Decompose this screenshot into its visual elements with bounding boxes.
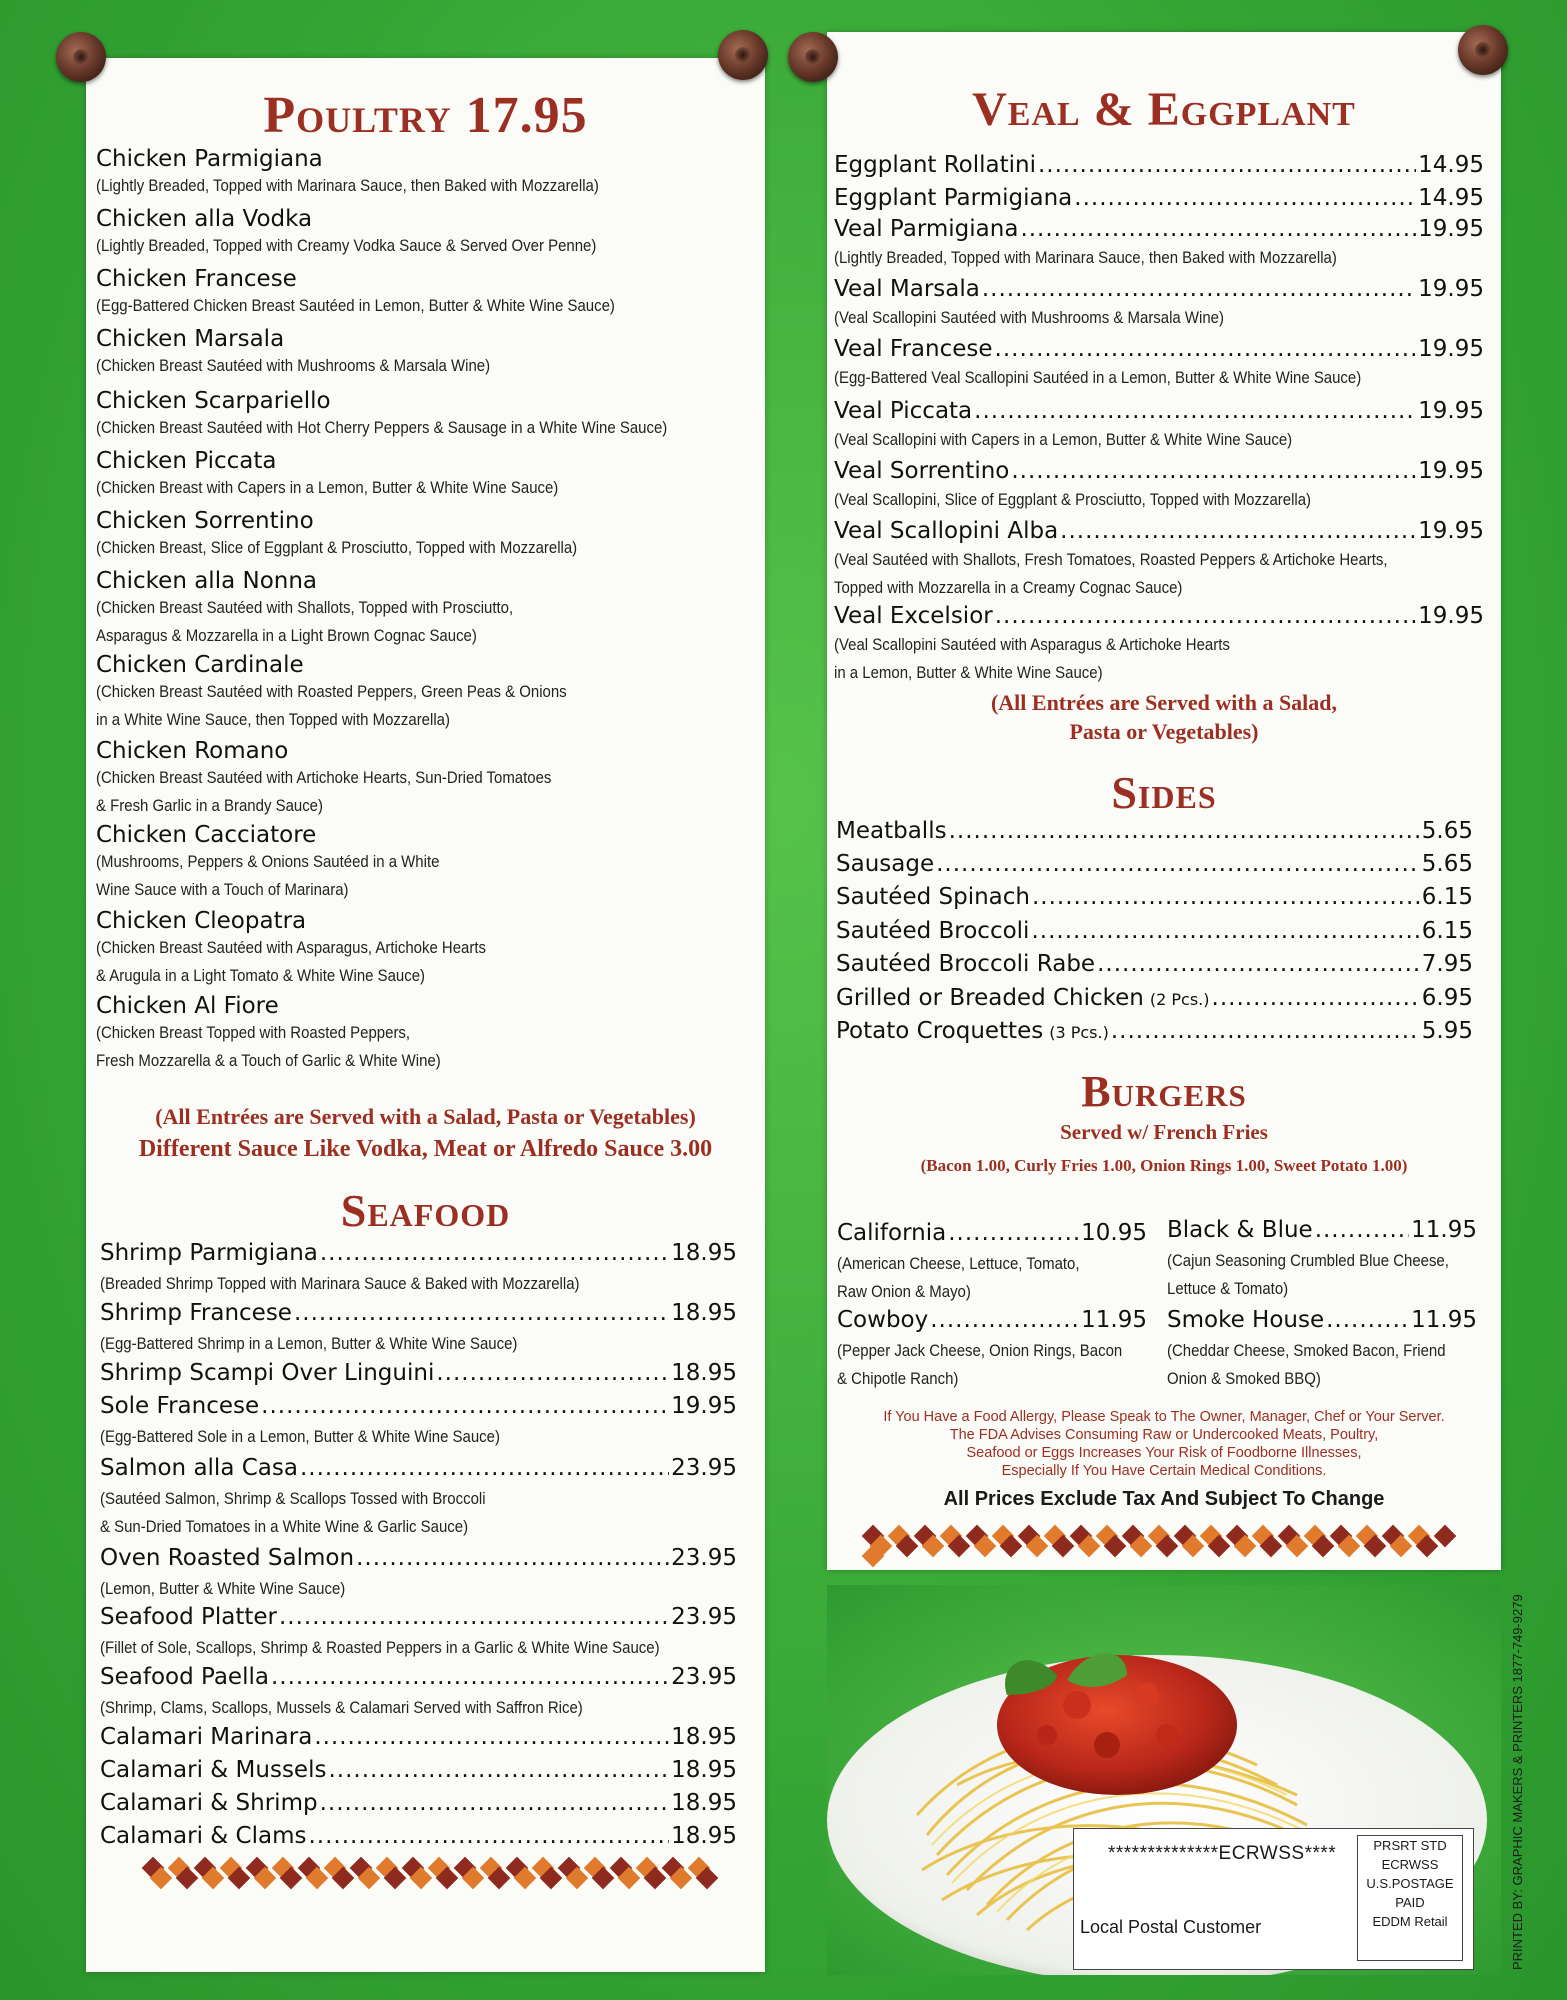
- item-description-block: [834, 486, 1376, 514]
- item-name: Sautéed Spinach: [836, 884, 1030, 910]
- item-name: Seafood Platter: [100, 1604, 277, 1630]
- item-price: 18.95: [671, 1240, 737, 1266]
- item-description: (Veal Scallopini Sautéed with Asparagus & Artichoke Hearts: [834, 635, 1230, 654]
- item-description: Raw Onion & Mayo): [837, 1282, 971, 1301]
- menu-item: [96, 266, 686, 320]
- item-description: (Chicken Breast Sautéed with Mushrooms & Marsala Wine): [96, 356, 491, 375]
- item-description: (Lightly Breaded, Topped with Creamy Vodka Sauce & Served Over Penne): [96, 236, 597, 255]
- item-name: Veal Parmigiana: [834, 216, 1019, 242]
- menu-item-row: [836, 1018, 1473, 1044]
- menu-item-row: [834, 518, 1484, 544]
- burger-row: [837, 1220, 1147, 1246]
- menu-item-row: [834, 603, 1484, 629]
- item-price: 6.15: [1421, 918, 1473, 944]
- item-description: (Egg-Battered Chicken Breast Sautéed in Lemon, Butter & White Wine Sauce): [96, 296, 615, 315]
- item-description: (Breaded Shrimp Topped with Marinara Sauce & Baked with Mozzarella): [100, 1274, 580, 1293]
- item-description: & Fresh Garlic in a Brandy Sauce): [96, 796, 323, 815]
- item-name: Sautéed Broccoli Rabe: [836, 951, 1096, 977]
- item-name: Shrimp Francese: [100, 1300, 292, 1326]
- item-name: Veal Scallopini Alba: [834, 518, 1059, 544]
- item-price: 5.65: [1421, 818, 1473, 844]
- item-description: Fresh Mozzarella & a Touch of Garlic & White Wine): [96, 1051, 441, 1070]
- item-price: 5.65: [1421, 851, 1473, 877]
- item-description: (Fillet of Sole, Scallops, Shrimp & Roasted Peppers in a Garlic & White Wine Sauce): [100, 1638, 660, 1657]
- item-name: Veal Marsala: [834, 276, 980, 302]
- item-price: 23.95: [671, 1604, 737, 1630]
- menu-item-row: [100, 1823, 737, 1849]
- item-description-block: [100, 1423, 555, 1451]
- item-description-block: [100, 1694, 649, 1722]
- item-price: 14.95: [1418, 152, 1484, 178]
- item-name: Oven Roasted Salmon: [100, 1545, 355, 1571]
- mail-recipient: Local Postal Customer: [1080, 1917, 1262, 1937]
- leader-dots: [308, 1823, 669, 1849]
- poultry-heading: Poultry 17.95: [263, 87, 588, 144]
- item-description: (Pepper Jack Cheese, Onion Rings, Bacon: [837, 1341, 1123, 1360]
- leader-dots: [995, 603, 1416, 629]
- burger-row: [1167, 1307, 1477, 1333]
- menu-item: [96, 146, 667, 200]
- item-price: 10.95: [1081, 1220, 1147, 1246]
- leader-dots: [1074, 185, 1416, 211]
- leader-dots: [300, 1455, 669, 1481]
- item-name: Smoke House: [1167, 1307, 1325, 1333]
- leader-dots: [261, 1393, 669, 1419]
- postage-stamp: [1357, 1835, 1463, 1961]
- item-price: 7.95: [1421, 951, 1473, 977]
- pushpin-icon: [788, 32, 838, 82]
- item-price: 11.95: [1411, 1217, 1477, 1243]
- item-name: Chicken Piccata: [96, 448, 277, 474]
- item-description-block: [100, 1485, 538, 1541]
- menu-item-row: [836, 818, 1473, 844]
- item-description-block: [834, 426, 1355, 454]
- item-name: Eggplant Rollatini: [834, 152, 1036, 178]
- item-name: Chicken Marsala: [96, 326, 285, 352]
- item-price: 23.95: [671, 1545, 737, 1571]
- menu-item: [96, 448, 621, 502]
- item-name: Chicken Cardinale: [96, 652, 304, 678]
- leader-dots: [279, 1604, 669, 1630]
- menu-item-row: [100, 1757, 737, 1783]
- item-description: Topped with Mozzarella in a Creamy Cognac Sauce): [834, 578, 1183, 597]
- leader-dots: [930, 1307, 1079, 1333]
- item-description: (Veal Scallopini Sautéed with Mushrooms & Marsala Wine): [834, 308, 1224, 327]
- item-price: 19.95: [1418, 216, 1484, 242]
- item-quantity: (2 Pcs.): [1149, 990, 1210, 1009]
- allergy-line: Seafood or Eggs Increases Your Risk of Foodborne Illnesses,: [966, 1445, 1362, 1461]
- printer-credit: PRINTED BY: GRAPHIC MAKERS & PRINTERS 1877-749-9279: [1510, 1594, 1525, 1970]
- stamp-line: PRSRT STD: [1373, 1838, 1447, 1853]
- veal-heading: Veal & Eggplant: [972, 83, 1356, 136]
- menu-item-row: [100, 1360, 737, 1386]
- stamp-line: ECRWSS: [1381, 1857, 1439, 1872]
- item-description: (Chicken Breast Sautéed with Artichoke Hearts, Sun-Dried Tomatoes: [96, 768, 552, 787]
- item-price: 6.15: [1421, 884, 1473, 910]
- sauce-note: Different Sauce Like Vodka, Meat or Alfredo Sauce 3.00: [138, 1136, 713, 1162]
- leader-dots: [1060, 518, 1416, 544]
- item-description: (Cajun Seasoning Crumbled Blue Cheese,: [1167, 1251, 1449, 1270]
- leader-dots: [1011, 458, 1416, 484]
- item-description-block: [834, 631, 1284, 687]
- leader-dots: [1038, 152, 1416, 178]
- item-description: (Lightly Breaded, Topped with Marinara Sauce, then Baked with Mozzarella): [834, 248, 1337, 267]
- leader-dots: [1031, 918, 1419, 944]
- item-name: Calamari & Clams: [100, 1823, 307, 1849]
- item-name: Black & Blue: [1167, 1217, 1313, 1243]
- item-description-block: [837, 1337, 1161, 1393]
- item-description: (American Cheese, Lettuce, Tomato,: [837, 1254, 1080, 1273]
- item-price: 19.95: [671, 1393, 737, 1419]
- item-name: Meatballs: [836, 818, 947, 844]
- item-name: Grilled or Breaded Chicken: [836, 985, 1144, 1011]
- menu-item-row: [834, 276, 1484, 302]
- leader-dots: [271, 1664, 669, 1690]
- burgers-subtitle: Served w/ French Fries: [1060, 1120, 1268, 1144]
- item-name: Chicken alla Nonna: [96, 568, 318, 594]
- item-price: 5.95: [1421, 1018, 1473, 1044]
- mailing-label: [1073, 1828, 1474, 1970]
- pushpin-icon: [56, 32, 106, 82]
- item-name: Chicken Parmigiana: [96, 146, 323, 172]
- leader-dots: [1020, 216, 1416, 242]
- item-name: Chicken Al Fiore: [96, 993, 279, 1019]
- leader-dots: [1097, 951, 1420, 977]
- leader-dots: [949, 818, 1420, 844]
- item-description: & Sun-Dried Tomatoes in a White Wine & Garlic Sauce): [100, 1517, 469, 1536]
- menu-item: [96, 326, 544, 380]
- item-price: 18.95: [671, 1360, 737, 1386]
- veal-note-1: (All Entrées are Served with a Salad,: [990, 690, 1338, 715]
- item-name: Calamari & Mussels: [100, 1757, 327, 1783]
- leader-dots: [1315, 1217, 1409, 1243]
- item-price: 14.95: [1418, 185, 1484, 211]
- item-description: (Chicken Breast with Capers in a Lemon, Butter & White Wine Sauce): [96, 478, 559, 497]
- menu-item: [96, 908, 539, 990]
- menu-item-row: [100, 1393, 737, 1419]
- diamond-border: [860, 1528, 1460, 1564]
- item-price: 11.95: [1411, 1307, 1477, 1333]
- veal-note-2: Pasta or Vegetables): [1069, 719, 1259, 744]
- item-description-block: [100, 1634, 736, 1662]
- item-description: Wine Sauce with a Touch of Marinara): [96, 880, 349, 899]
- item-price: 11.95: [1081, 1307, 1147, 1333]
- menu-item-row: [834, 458, 1484, 484]
- menu-item: [96, 993, 488, 1075]
- item-name: Chicken Romano: [96, 738, 289, 764]
- item-description: Asparagus & Mozzarella in a Light Brown Cognac Sauce): [96, 626, 477, 645]
- sides-heading: Sides: [1111, 767, 1217, 818]
- burger-row: [1167, 1217, 1477, 1243]
- burgers-extras: (Bacon 1.00, Curly Fries 1.00, Onion Rings 1.00, Sweet Potato 1.00): [920, 1156, 1408, 1175]
- menu-item: [96, 738, 614, 820]
- item-price: 23.95: [671, 1664, 737, 1690]
- item-price: 18.95: [671, 1823, 737, 1849]
- leader-dots: [294, 1300, 669, 1326]
- item-description: in a Lemon, Butter & White Wine Sauce): [834, 663, 1103, 682]
- leader-dots: [1032, 884, 1420, 910]
- menu-item-row: [100, 1545, 737, 1571]
- burgers-heading: Burgers: [1081, 1067, 1247, 1116]
- menu-item-row: [100, 1300, 737, 1326]
- item-price: 19.95: [1418, 398, 1484, 424]
- item-description: (Sautéed Salmon, Shrimp & Scallops Tossed with Broccoli: [100, 1489, 486, 1508]
- item-price: 23.95: [671, 1455, 737, 1481]
- menu-item: [96, 388, 745, 442]
- item-description: (Mushrooms, Peppers & Onions Sautéed in a White: [96, 852, 440, 871]
- pushpin-icon: [718, 30, 768, 80]
- item-name: Calamari Marinara: [100, 1724, 313, 1750]
- item-name: Cowboy: [837, 1307, 929, 1333]
- item-name: Salmon alla Casa: [100, 1455, 298, 1481]
- item-description-block: [1167, 1247, 1487, 1303]
- prices-note: All Prices Exclude Tax And Subject To Change: [943, 1488, 1385, 1510]
- item-description: (Veal Sautéed with Shallots, Fresh Tomatoes, Roasted Peppers & Artichoke Hearts,: [834, 550, 1388, 569]
- item-price: 19.95: [1418, 603, 1484, 629]
- allergy-line: If You Have a Food Allergy, Please Speak to The Owner, Manager, Chef or Your Server.: [883, 1409, 1445, 1425]
- menu-item-row: [100, 1724, 737, 1750]
- menu-item-row: [100, 1240, 737, 1266]
- menu-item-row: [100, 1455, 737, 1481]
- menu-item-row: [836, 985, 1473, 1011]
- menu-item: [96, 822, 486, 904]
- item-price: 6.95: [1421, 985, 1473, 1011]
- leader-dots: [948, 1220, 1079, 1246]
- item-description-block: [834, 546, 1463, 602]
- item-description-block: [834, 364, 1433, 392]
- menu-item-row: [836, 884, 1473, 910]
- leader-dots: [320, 1790, 670, 1816]
- item-name: Eggplant Parmigiana: [834, 185, 1073, 211]
- menu-item: [96, 652, 631, 734]
- menu-item-row: [836, 851, 1473, 877]
- item-name: Veal Francese: [834, 336, 993, 362]
- item-description: (Egg-Battered Shrimp in a Lemon, Butter & White Wine Sauce): [100, 1334, 518, 1353]
- item-name: Veal Piccata: [834, 398, 973, 424]
- menu-item-row: [834, 398, 1484, 424]
- leader-dots: [320, 1240, 669, 1266]
- item-name: Shrimp Scampi Over Linguini: [100, 1360, 435, 1386]
- menu-item-row: [834, 185, 1484, 211]
- item-description-block: [834, 244, 1405, 272]
- menu-item-row: [834, 152, 1484, 178]
- menu-item-row: [100, 1604, 737, 1630]
- item-name: Sole Francese: [100, 1393, 260, 1419]
- item-price: 19.95: [1418, 336, 1484, 362]
- item-name: Chicken alla Vodka: [96, 206, 313, 232]
- item-description-block: [837, 1250, 1113, 1306]
- menu-item-row: [100, 1790, 737, 1816]
- item-description-block: [834, 304, 1277, 332]
- item-description: (Chicken Breast Sautéed with Asparagus, Artichoke Hearts: [96, 938, 486, 957]
- pushpin-icon: [1458, 25, 1508, 75]
- item-price: 19.95: [1418, 518, 1484, 544]
- allergy-line: Especially If You Have Certain Medical Conditions.: [1001, 1463, 1327, 1479]
- allergy-notice: [827, 1408, 1501, 1480]
- menu-item-row: [836, 918, 1473, 944]
- leader-dots: [1111, 1018, 1420, 1044]
- item-name: Potato Croquettes: [836, 1018, 1044, 1044]
- item-name: Chicken Francese: [96, 266, 297, 292]
- item-description: Lettuce & Tomato): [1167, 1279, 1289, 1298]
- stamp-line: U.S.POSTAGE: [1366, 1876, 1454, 1891]
- item-description: (Veal Scallopini with Capers in a Lemon, Butter & White Wine Sauce): [834, 430, 1293, 449]
- item-name: Chicken Scarpariello: [96, 388, 331, 414]
- item-name: Sausage: [836, 851, 935, 877]
- leader-dots: [1212, 985, 1420, 1011]
- leader-dots: [982, 276, 1416, 302]
- burger-row: [837, 1307, 1147, 1333]
- item-name: Chicken Sorrentino: [96, 508, 314, 534]
- item-description: (Lemon, Butter & White Wine Sauce): [100, 1579, 346, 1598]
- item-description: in a White Wine Sauce, then Topped with Mozzarella): [96, 710, 450, 729]
- item-price: 19.95: [1418, 276, 1484, 302]
- leader-dots: [356, 1545, 669, 1571]
- item-description: (Cheddar Cheese, Smoked Bacon, Friend: [1167, 1341, 1446, 1360]
- item-name: Veal Sorrentino: [834, 458, 1010, 484]
- menu-item: [96, 508, 643, 562]
- seafood-heading: Seafood: [340, 1185, 511, 1236]
- item-price: 18.95: [671, 1300, 737, 1326]
- item-description: (Egg-Battered Sole in a Lemon, Butter & White Wine Sauce): [100, 1427, 500, 1446]
- poultry-note: (All Entrées are Served with a Salad, Pasta or Vegetables): [155, 1104, 696, 1129]
- item-description: (Shrimp, Clams, Scallops, Mussels & Calamari Served with Saffron Rice): [100, 1698, 583, 1717]
- item-name: Seafood Paella: [100, 1664, 269, 1690]
- item-quantity: (3 Pcs.): [1049, 1023, 1109, 1042]
- item-name: Calamari & Shrimp: [100, 1790, 318, 1816]
- leader-dots: [1326, 1307, 1409, 1333]
- item-description-block: [100, 1270, 645, 1298]
- item-name: Sautéed Broccoli: [836, 918, 1030, 944]
- leader-dots: [328, 1757, 669, 1783]
- item-price: 19.95: [1418, 458, 1484, 484]
- item-name: Chicken Cacciatore: [96, 822, 317, 848]
- item-price: 18.95: [671, 1757, 737, 1783]
- item-description: (Egg-Battered Veal Scallopini Sautéed in a Lemon, Butter & White Wine Sauce): [834, 368, 1362, 387]
- item-description-block: [1167, 1337, 1484, 1393]
- item-name: Chicken Cleopatra: [96, 908, 307, 934]
- item-name: California: [837, 1220, 947, 1246]
- allergy-line: The FDA Advises Consuming Raw or Undercooked Meats, Poultry,: [949, 1427, 1379, 1443]
- item-description: Onion & Smoked BBQ): [1167, 1369, 1321, 1388]
- menu-item: [96, 568, 570, 650]
- item-description: & Chipotle Ranch): [837, 1369, 959, 1388]
- leader-dots: [436, 1360, 669, 1386]
- item-description: (Lightly Breaded, Topped with Marinara Sauce, then Baked with Mozzarella): [96, 176, 599, 195]
- item-price: 18.95: [671, 1724, 737, 1750]
- menu-item-row: [834, 336, 1484, 362]
- item-description-block: [100, 1575, 379, 1603]
- menu-item-row: [100, 1664, 737, 1690]
- leader-dots: [974, 398, 1416, 424]
- item-name: Shrimp Parmigiana: [100, 1240, 318, 1266]
- item-price: 18.95: [671, 1790, 737, 1816]
- item-description: & Arugula in a Light Tomato & White Wine Sauce): [96, 966, 426, 985]
- menu-item-row: [836, 951, 1473, 977]
- mail-code: **************ECRWSS****: [1108, 1843, 1337, 1864]
- item-description: (Chicken Breast Sautéed with Hot Cherry Peppers & Sausage in a White Wine Sauce): [96, 418, 668, 437]
- leader-dots: [936, 851, 1420, 877]
- menu-item: [96, 206, 665, 260]
- item-description-block: [100, 1330, 574, 1358]
- item-description: (Chicken Breast, Slice of Eggplant & Prosciutto, Topped with Mozzarella): [96, 538, 578, 557]
- item-description: (Veal Scallopini, Slice of Eggplant & Prosciutto, Topped with Mozzarella): [834, 490, 1312, 509]
- item-description: (Chicken Breast Sautéed with Roasted Peppers, Green Peas & Onions: [96, 682, 567, 701]
- stamp-line: PAID: [1395, 1895, 1425, 1910]
- stamp-line: EDDM Retail: [1372, 1914, 1448, 1929]
- item-description: (Chicken Breast Sautéed with Shallots, Topped with Prosciutto,: [96, 598, 514, 617]
- item-description: (Chicken Breast Topped with Roasted Peppers,: [96, 1023, 411, 1042]
- diamond-border: [140, 1860, 730, 1886]
- leader-dots: [314, 1724, 669, 1750]
- menu-item-row: [834, 216, 1484, 242]
- item-name: Veal Excelsior: [834, 603, 993, 629]
- leader-dots: [995, 336, 1417, 362]
